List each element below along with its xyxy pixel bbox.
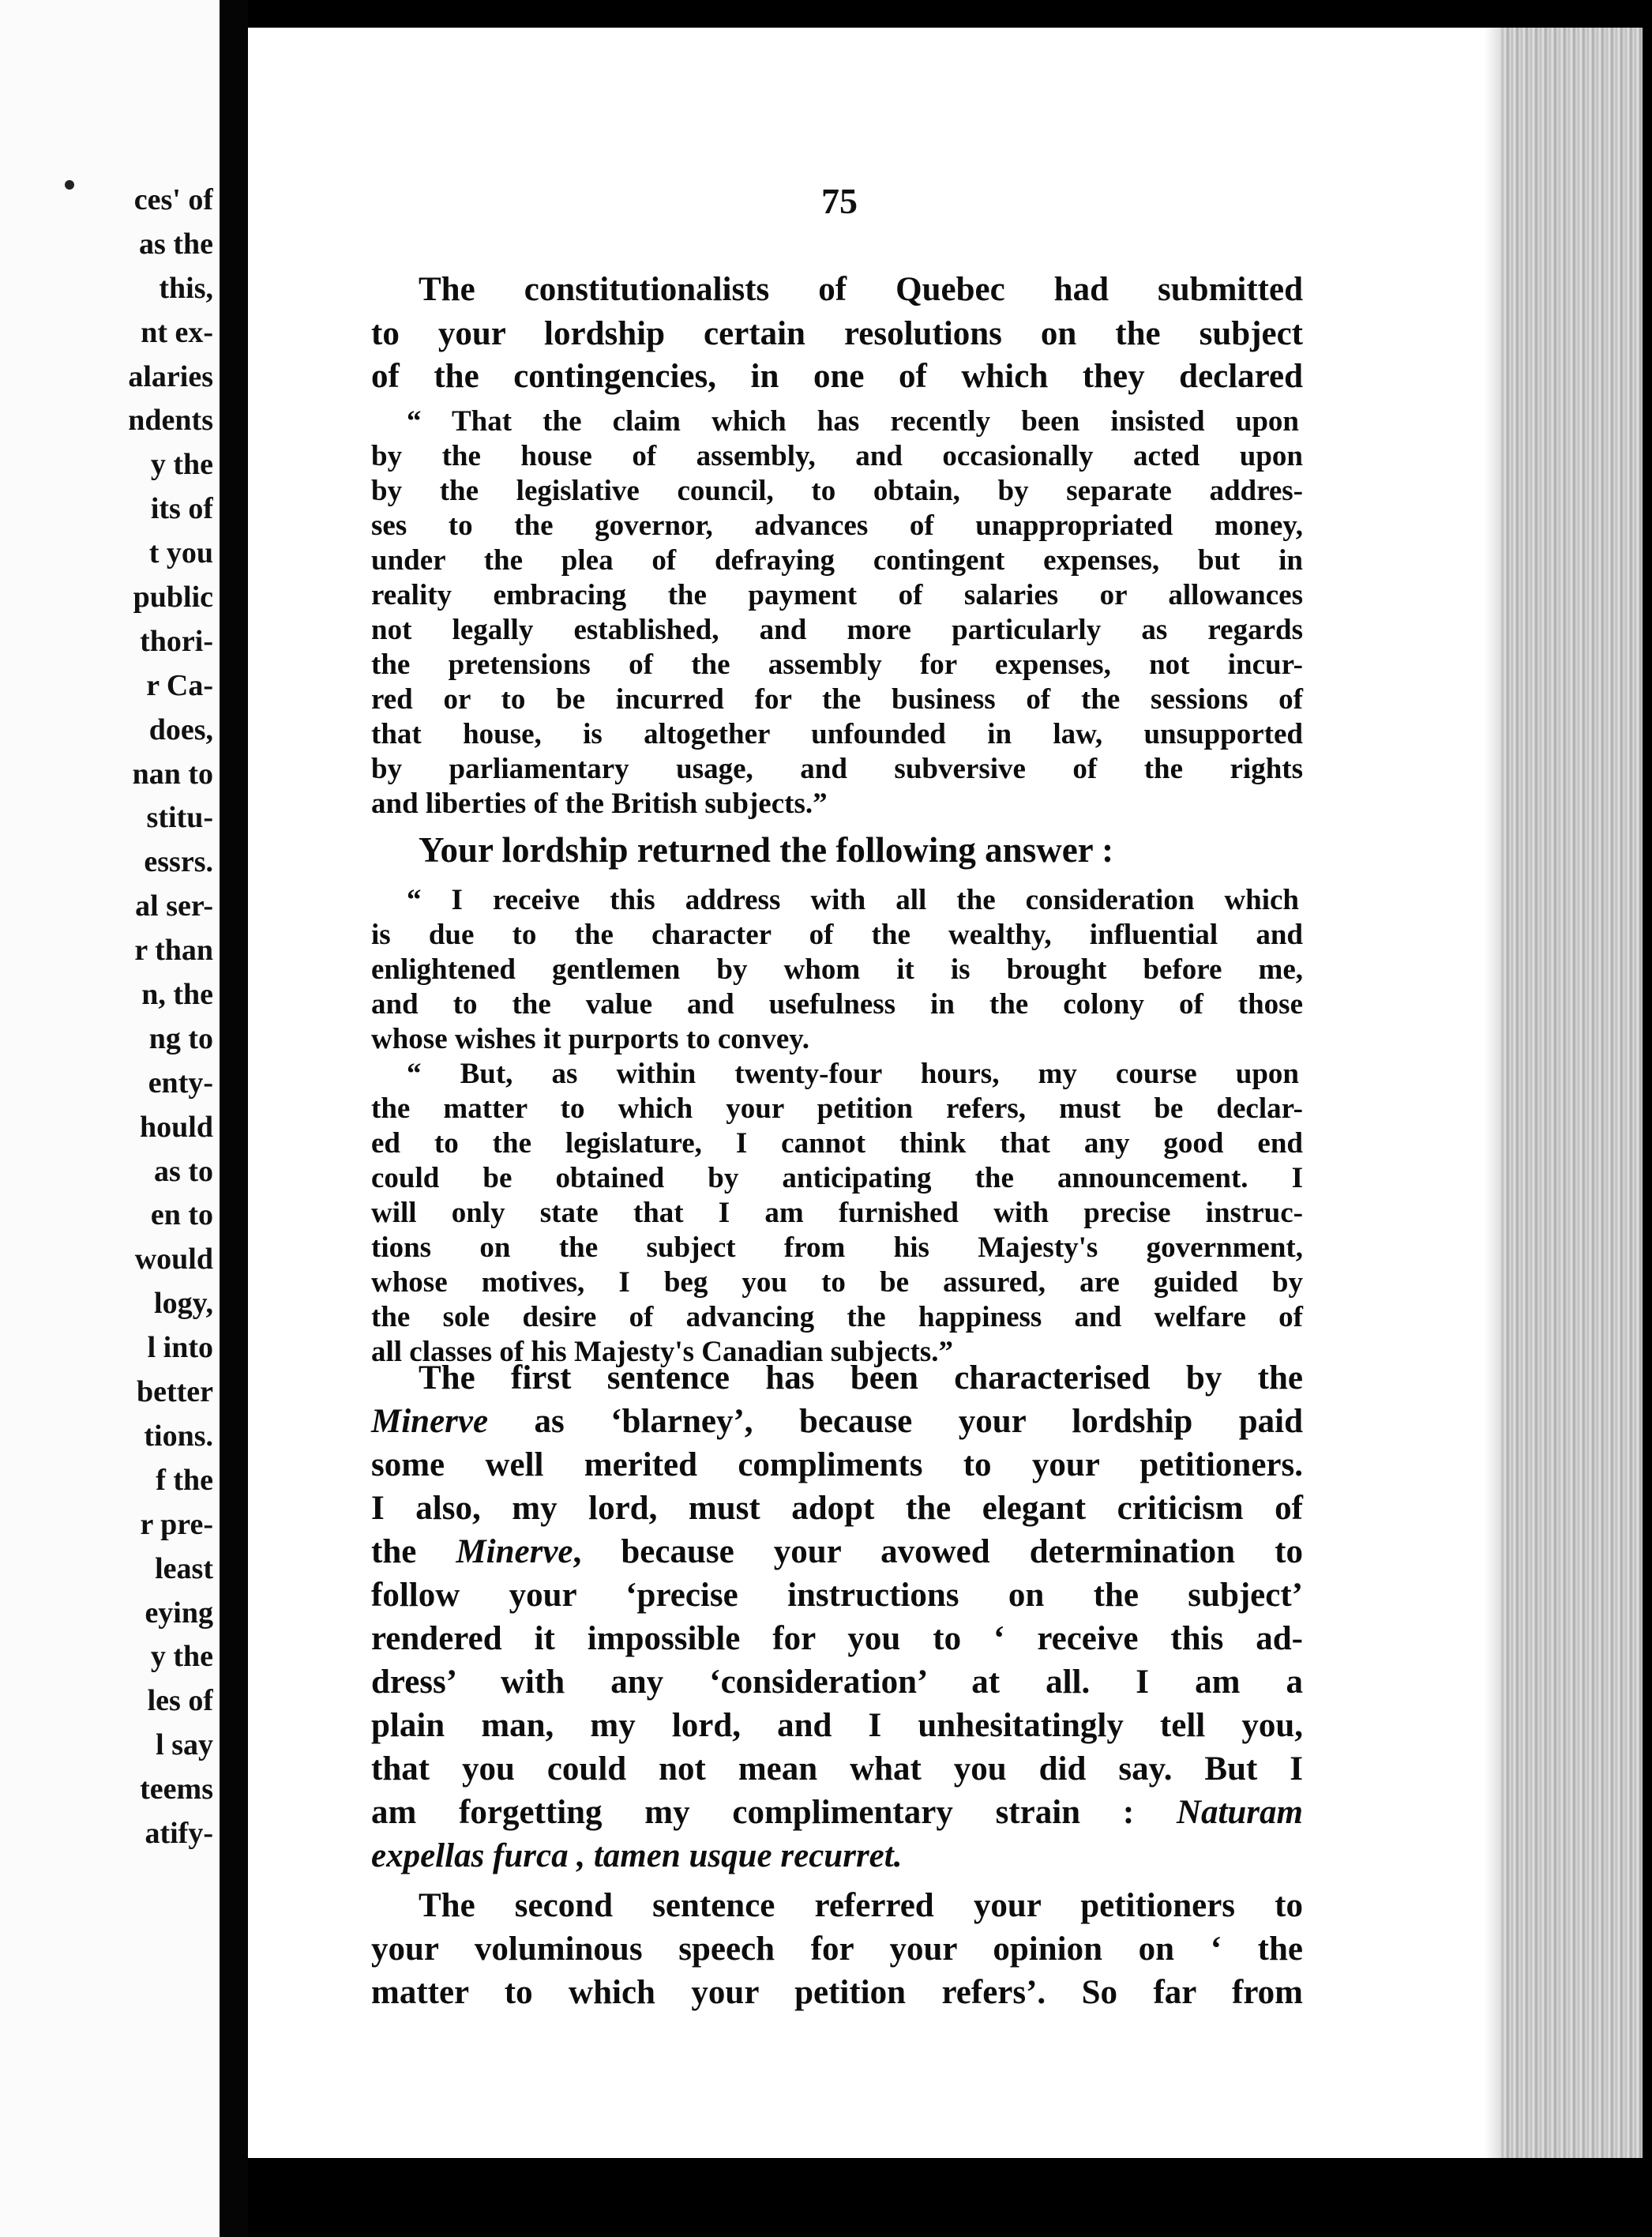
left-page-fragment: al ser- (135, 889, 213, 923)
text-span: as ‘blarney’, because your lordship paid (534, 1403, 1303, 1440)
quote-line: ses to the governor, advances of unappropriated money, (371, 509, 1303, 542)
left-page-fragment: essrs. (144, 845, 213, 879)
quote-line: enlightened gentlemen by whom it is brought before me, (371, 953, 1303, 986)
left-page-fragment: y the (150, 448, 213, 482)
text-line: dress’ with any ‘consideration’ at all. I am a (371, 1664, 1303, 1701)
text-line: Your lordship returned the following answer : (419, 830, 1114, 870)
text-span: the (371, 1533, 417, 1570)
left-page-fragment: t you (148, 536, 213, 570)
left-page-fragment: its of (150, 492, 213, 526)
left-page-fragment: as the (139, 227, 213, 261)
text-line: some well merited compliments to your petitioners. (371, 1446, 1303, 1483)
text-line: The first sentence has been characterised by the (419, 1359, 1303, 1397)
italic-word: Naturam (1176, 1794, 1303, 1831)
quote-line: all classes of his Majesty's Canadian subjects.” (371, 1336, 953, 1368)
left-page-fragment: r than (134, 934, 213, 968)
left-page-fragment: enty- (148, 1066, 213, 1100)
left-page-fragment: this, (159, 271, 213, 305)
left-page-fragment: eying (145, 1596, 213, 1630)
left-page-fragment: l into (147, 1331, 213, 1365)
quote-line: by the house of assembly, and occasionally acted upon (371, 440, 1303, 472)
quote-line: red or to be incurred for the business of the sessions of (371, 683, 1303, 716)
left-page-fragment: public (133, 581, 213, 615)
quote-line: “ But, as within twenty-four hours, my course upon (407, 1058, 1299, 1090)
left-page-text (0, 178, 213, 1855)
left-page-fragment: least (155, 1551, 213, 1585)
quote-line: whose wishes it purports to convey. (371, 1023, 810, 1055)
quote-line: will only state that I am furnished with precise instruc- (371, 1197, 1303, 1229)
left-page-fragment: ndents (128, 404, 213, 438)
text-span: , because your avowed determination to (573, 1533, 1303, 1570)
left-page-fragment: y the (150, 1640, 213, 1674)
left-page-fragment: would (134, 1243, 213, 1276)
left-page-fragment: thori- (140, 624, 213, 658)
left-page-fragment: does, (148, 712, 213, 746)
left-page-fragment: stitu- (146, 801, 213, 835)
text-line (371, 1402, 1303, 1441)
left-page-fragment: ces' of (133, 183, 213, 216)
left-page-fragment: f the (156, 1463, 213, 1497)
left-page-fragment: ng to (148, 1021, 213, 1055)
text-line: your voluminous speech for your opinion on ‘ the (371, 1931, 1303, 1968)
quote-line: could be obtained by anticipating the announcement. I (371, 1162, 1303, 1194)
text-line: that you could not mean what you did say. But I (371, 1750, 1303, 1788)
left-page-fragment: alaries (128, 359, 213, 393)
left-page-fragment: nan to (132, 757, 213, 791)
text-line (371, 1793, 1303, 1832)
left-page-fragment: better (136, 1375, 213, 1409)
quote-line: whose motives, I beg you to be assured, are guided by (371, 1266, 1303, 1299)
quote-line: the matter to which your petition refers, must be declar- (371, 1092, 1303, 1125)
left-page-fragment: r Ca- (146, 668, 213, 702)
text-line (371, 1837, 902, 1875)
quote-line: by the legislative council, to obtain, by separate addres- (371, 475, 1303, 507)
quote-line: “ That the claim which has recently been insisted upon (407, 405, 1299, 438)
text-line: The constitutionalists of Quebec had submitted (419, 271, 1303, 308)
text-line: of the contingencies, in one of which they declared (371, 358, 1303, 395)
text-line: follow your ‘precise instructions on the subject’ (371, 1577, 1303, 1614)
quote-line: ed to the legislature, I cannot think that any good end (371, 1127, 1303, 1160)
quote-line: is due to the character of the wealthy, influential and (371, 919, 1303, 951)
quote-line: not legally established, and more particularly as regards (371, 614, 1303, 646)
italic-word: Minerve (456, 1533, 573, 1570)
quote-line: and liberties of the British subjects.” (371, 788, 828, 820)
text-line: rendered it impossible for you to ‘ receive this ad- (371, 1620, 1303, 1657)
left-page-fragment: nt ex- (141, 315, 213, 349)
quote-line: by parliamentary usage, and subversive of the rights (371, 753, 1303, 785)
left-page-fragment: atify- (145, 1816, 213, 1850)
quote-line: that house, is altogether unfounded in law, unsupported (371, 718, 1303, 750)
left-page-fragment: teems (140, 1773, 213, 1807)
quote-line: reality embracing the payment of salaries or allowances (371, 579, 1303, 611)
left-page-fragment: as to (154, 1154, 213, 1188)
text-line: matter to which your petition refers’. So far from (371, 1974, 1303, 2011)
text-line: I also, my lord, must adopt the elegant criticism of (371, 1490, 1303, 1527)
left-page-fragment: r pre- (140, 1507, 213, 1541)
page-stack-edges (1500, 28, 1643, 2158)
quote-line: tions on the subject from his Majesty's government, (371, 1231, 1303, 1264)
quote-line: and to the value and usefulness in the colony of those (371, 988, 1303, 1021)
italic-phrase: expellas furca , tamen usque recurret. (371, 1837, 903, 1874)
left-page-fragment: n, the (141, 978, 213, 1012)
quote-line: under the plea of defraying contingent expenses, but in (371, 544, 1303, 577)
left-page-fragment: l say (156, 1728, 213, 1762)
text-line (371, 1532, 1303, 1571)
text-line: plain man, my lord, and I unhesitatingly tell you, (371, 1707, 1303, 1744)
text-line: to your lordship certain resolutions on the subject (371, 315, 1303, 352)
quote-line: the pretensions of the assembly for expenses, not incur- (371, 649, 1303, 681)
left-page-fragment: logy, (154, 1287, 213, 1321)
italic-word: Minerve (371, 1403, 489, 1440)
left-page-fragment: les of (147, 1684, 213, 1718)
text-span: am forgetting my complimentary strain : (371, 1794, 1135, 1831)
book-gutter (220, 0, 248, 2237)
quote-line: “ I receive this address with all the consideration which (407, 884, 1299, 916)
left-page-fragment: en to (150, 1198, 213, 1232)
left-page-fragment: hould (140, 1110, 213, 1144)
text-line: The second sentence referred your petitioners to (419, 1887, 1303, 1924)
page-number: 75 (821, 181, 858, 221)
quote-line: the sole desire of advancing the happiness and welfare of (371, 1301, 1303, 1333)
left-page-fragment: tions. (144, 1419, 213, 1453)
